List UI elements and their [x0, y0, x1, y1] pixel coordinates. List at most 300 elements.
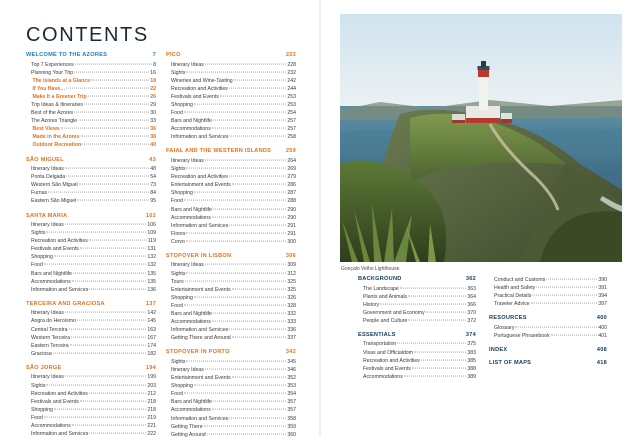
toc-entry-page: 309: [287, 262, 296, 269]
toc-entry[interactable]: [166, 278, 296, 286]
toc-entry[interactable]: [26, 253, 156, 261]
toc-leader-dots: [213, 313, 286, 314]
toc-entry[interactable]: [489, 284, 607, 292]
toc-entry[interactable]: [26, 61, 156, 69]
toc-entry[interactable]: [166, 294, 296, 302]
toc-entry[interactable]: [358, 373, 476, 381]
toc-section-lisbon: [166, 253, 296, 342]
toc-section-essentials: [358, 332, 476, 381]
toc-section-title: LIST OF MAPS: [489, 360, 532, 367]
toc-entry[interactable]: [26, 229, 156, 237]
toc-entry[interactable]: [26, 317, 156, 325]
toc-entry[interactable]: [358, 309, 476, 317]
toc-entry[interactable]: [26, 286, 156, 294]
toc-section-title: BACKGROUND: [358, 276, 402, 282]
toc-entry-label: Flores: [171, 230, 186, 237]
toc-entry-label: Best Views: [31, 126, 60, 133]
toc-entry[interactable]: [26, 342, 156, 350]
toc-entry[interactable]: [26, 221, 156, 229]
toc-entry-page: 73: [150, 182, 156, 189]
toc-entry-label: Glossary: [494, 324, 515, 331]
toc-entry-label: Traveler Advice: [494, 301, 530, 308]
toc-leader-dots: [89, 288, 146, 289]
toc-section-header-background[interactable]: [358, 276, 476, 282]
toc-section-terceira: [26, 301, 156, 358]
toc-entry-label: Information and Services: [171, 327, 229, 334]
toc-entry[interactable]: [26, 245, 156, 253]
toc-entry[interactable]: [26, 93, 156, 101]
toc-entry-page: 326: [287, 294, 296, 301]
toc-entry-label: Shopping: [171, 190, 193, 197]
toc-entry-label: Angra do Heroísmo: [31, 318, 76, 325]
toc-leader-dots: [184, 112, 287, 113]
toc-entry[interactable]: [358, 301, 476, 309]
toc-entry-page: 257: [287, 118, 296, 125]
toc-section-page: 408: [596, 347, 607, 354]
toc-entry[interactable]: [26, 414, 156, 422]
toc-entry[interactable]: [26, 373, 156, 381]
toc-entry[interactable]: [166, 366, 296, 374]
toc-entry[interactable]: [166, 382, 296, 390]
toc-entry-page: 221: [147, 422, 156, 429]
page-title: CONTENTS: [26, 24, 149, 46]
toc-entry[interactable]: [489, 276, 607, 284]
toc-entry-label: The Azores Triangle: [31, 118, 78, 125]
toc-entry[interactable]: [26, 109, 156, 117]
toc-entry[interactable]: [26, 270, 156, 278]
toc-entry-page: 136: [147, 286, 156, 293]
toc-section-essentials-cont: [489, 276, 607, 308]
toc-entry-label: Accommodations: [171, 407, 211, 414]
toc-entry-label: Itinerary Ideas: [31, 166, 64, 173]
toc-entry-page: 244: [287, 85, 296, 92]
toc-entry-label: Conduct and Customs: [494, 277, 546, 283]
toc-entry-page: 40: [150, 142, 156, 149]
toc-section-title: SANTA MARIA: [26, 212, 68, 219]
toc-entry-page: 325: [287, 278, 296, 285]
toc-section-page: 342: [285, 349, 296, 356]
toc-leader-dots: [536, 287, 597, 288]
toc-entry-label: Itinerary Ideas: [171, 262, 204, 269]
toc-entry-page: 401: [598, 332, 607, 339]
toc-entry-label: Recreation and Activities: [171, 85, 228, 92]
toc-entry[interactable]: [166, 157, 296, 165]
toc-leader-dots: [205, 160, 286, 161]
toc-entry[interactable]: [166, 77, 296, 85]
toc-leader-dots: [74, 112, 149, 113]
toc-entry-label: Government and Economy: [363, 309, 425, 316]
toc-entry-label: Shopping: [171, 101, 193, 108]
toc-leader-dots: [229, 176, 287, 177]
toc-entry[interactable]: [166, 302, 296, 310]
toc-entry[interactable]: [166, 69, 296, 77]
toc-leader-dots: [71, 336, 146, 337]
toc-section-header-index[interactable]: [489, 347, 607, 353]
toc-leader-dots: [232, 288, 287, 289]
toc-entry-page: 8: [153, 61, 156, 68]
toc-entry[interactable]: [26, 101, 156, 109]
toc-entry-label: Food: [171, 198, 183, 205]
toc-entry-page: 370: [467, 309, 476, 316]
toc-entry-label: Food: [31, 414, 43, 421]
toc-entry[interactable]: [26, 390, 156, 398]
toc-entry[interactable]: [26, 350, 156, 358]
toc-entry[interactable]: [166, 189, 296, 197]
toc-section-header-welcome[interactable]: [26, 52, 156, 58]
toc-entry-page: 145: [147, 318, 156, 325]
toc-entry[interactable]: [166, 431, 296, 439]
toc-section-page: 194: [145, 364, 156, 371]
toc-leader-dots: [232, 184, 287, 185]
toc-entry-label: The Islands at a Glance: [31, 77, 91, 84]
toc-entry[interactable]: [166, 85, 296, 93]
toc-entry-page: 290: [287, 206, 296, 213]
toc-leader-dots: [65, 168, 149, 169]
toc-entry-label: Furnas: [31, 190, 48, 197]
toc-entry[interactable]: [26, 197, 156, 205]
toc-section-header-pico[interactable]: [166, 52, 296, 58]
toc-entry[interactable]: [26, 398, 156, 406]
toc-entry-label: Accommodations: [171, 126, 211, 133]
toc-entry[interactable]: [166, 310, 296, 318]
toc-entry[interactable]: [26, 181, 156, 189]
toc-entry[interactable]: [358, 357, 476, 365]
toc-leader-dots: [44, 264, 147, 265]
toc-entry[interactable]: [26, 85, 156, 93]
toc-section-header-resources[interactable]: [489, 315, 607, 321]
toc-section-header-list-of-maps[interactable]: [489, 360, 607, 366]
toc-section-header-lisbon[interactable]: [166, 253, 296, 259]
toc-entry[interactable]: [358, 293, 476, 301]
toc-entry[interactable]: [166, 374, 296, 382]
toc-section-page: 418: [596, 360, 607, 367]
toc-leader-dots: [184, 305, 287, 306]
toc-entry[interactable]: [26, 334, 156, 342]
toc-entry[interactable]: [166, 214, 296, 222]
toc-leader-dots: [205, 369, 286, 370]
toc-entry-label: Plants and Animals: [363, 293, 408, 300]
toc-entry-label: Sights: [171, 69, 186, 76]
toc-entry-label: Information and Services: [31, 431, 89, 438]
toc-leader-dots: [232, 337, 287, 338]
toc-section-list-of-maps: [489, 360, 607, 366]
toc-section-faial: [166, 148, 296, 246]
toc-leader-dots: [46, 384, 146, 385]
toc-section-title: STOPOVER IN PORTO: [166, 349, 230, 356]
toc-entry-page: 199: [147, 374, 156, 381]
toc-entry-page: 352: [287, 375, 296, 382]
toc-section-header-faial[interactable]: [166, 148, 296, 154]
toc-section-sao-jorge: [26, 365, 156, 438]
toc-leader-dots: [82, 144, 149, 145]
toc-entry[interactable]: [26, 261, 156, 269]
toc-section-header-sao-miguel[interactable]: [26, 157, 156, 163]
toc-entry-label: Tours: [171, 278, 184, 285]
toc-entry-label: Eastern Terceira: [31, 342, 69, 349]
toc-entry[interactable]: [26, 125, 156, 133]
toc-leader-dots: [186, 240, 287, 241]
toc-entry[interactable]: [166, 230, 296, 238]
toc-entry[interactable]: [26, 69, 156, 77]
toc-entry[interactable]: [166, 406, 296, 414]
toc-entry[interactable]: [489, 332, 607, 340]
toc-entry[interactable]: [166, 286, 296, 294]
toc-leader-dots: [194, 192, 286, 193]
toc-leader-dots: [213, 401, 286, 402]
toc-entry-label: Festivals and Events: [31, 398, 79, 405]
toc-column-left: [26, 52, 156, 445]
toc-entry-label: Portuguese Phrasebook: [494, 332, 550, 339]
toc-entry[interactable]: [166, 270, 296, 278]
toc-entry-label: Shopping: [171, 294, 193, 301]
toc-leader-dots: [77, 200, 149, 201]
toc-entry-label: Recreation and Activities: [31, 238, 88, 245]
toc-entry[interactable]: [166, 415, 296, 423]
toc-entry[interactable]: [166, 390, 296, 398]
toc-entry-label: Food: [171, 391, 183, 398]
toc-entry-page: 33: [150, 118, 156, 125]
toc-entry[interactable]: [166, 117, 296, 125]
toc-leader-dots: [65, 376, 146, 377]
toc-section-welcome: [26, 52, 156, 150]
toc-entry[interactable]: [358, 365, 476, 373]
toc-leader-dots: [81, 136, 150, 137]
toc-entry-page: 385: [467, 357, 476, 364]
toc-leader-dots: [72, 425, 147, 426]
toc-section-header-terceira[interactable]: [26, 301, 156, 307]
toc-entry[interactable]: [166, 93, 296, 101]
toc-entry[interactable]: [358, 285, 476, 293]
toc-section-title: WELCOME TO THE AZORES: [26, 52, 108, 58]
toc-entry[interactable]: [489, 300, 607, 308]
toc-section-header-porto[interactable]: [166, 349, 296, 355]
toc-entry[interactable]: [166, 238, 296, 246]
toc-entry-label: Information and Services: [31, 286, 89, 293]
toc-entry-page: 279: [287, 174, 296, 181]
toc-section-title: FAIAL AND THE WESTERN ISLANDS: [166, 148, 272, 155]
toc-entry-page: 291: [287, 222, 296, 229]
toc-section-title: ESSENTIALS: [358, 331, 396, 338]
toc-entry[interactable]: [166, 133, 296, 141]
toc-entry[interactable]: [358, 317, 476, 325]
toc-entry[interactable]: [166, 101, 296, 109]
toc-leader-dots: [212, 128, 287, 129]
toc-entry[interactable]: [166, 206, 296, 214]
toc-entry[interactable]: [26, 326, 156, 334]
toc-entry-page: 390: [598, 277, 607, 283]
toc-entry-page: 372: [467, 317, 476, 324]
toc-section-title: SÃO MIGUEL: [26, 156, 64, 163]
toc-entry-label: Best of the Azores: [31, 110, 74, 117]
toc-entry-label: Accommodations: [171, 319, 211, 326]
toc-leader-dots: [213, 208, 286, 209]
toc-entry[interactable]: [166, 181, 296, 189]
toc-entry-label: Information and Services: [171, 222, 229, 229]
toc-entry-label: History: [363, 301, 380, 308]
toc-entry-page: 132: [147, 254, 156, 261]
toc-entry-page: 84: [150, 190, 156, 197]
toc-leader-dots: [205, 63, 286, 64]
toc-entry-page: 288: [287, 198, 296, 205]
toc-leader-dots: [65, 312, 146, 313]
toc-entry-label: Shopping: [31, 406, 53, 413]
toc-entry-label: Bars and Nightlife: [171, 206, 212, 213]
toc-entry[interactable]: [166, 326, 296, 334]
toc-entry-label: Bars and Nightlife: [31, 270, 72, 277]
toc-entry-label: Bars and Nightlife: [171, 118, 212, 125]
toc-entry-label: Ponta Delgada: [31, 174, 66, 181]
toc-leader-dots: [61, 128, 149, 129]
toc-entry-label: Central Terceira: [31, 326, 68, 333]
toc-entry-page: 242: [287, 77, 296, 84]
toc-entry[interactable]: [26, 133, 156, 141]
toc-entry-label: Food: [171, 110, 183, 117]
toc-entry[interactable]: [166, 423, 296, 431]
toc-entry-page: 264: [287, 157, 296, 164]
toc-entry-label: Festivals and Events: [171, 93, 219, 100]
toc-entry[interactable]: [26, 141, 156, 149]
toc-entry[interactable]: [26, 117, 156, 125]
toc-entry-label: Make It a Greener Trip: [31, 93, 87, 100]
toc-entry-label: Shopping: [171, 383, 193, 390]
toc-leader-dots: [77, 320, 146, 321]
toc-entry[interactable]: [166, 197, 296, 205]
toc-entry-page: 16: [150, 69, 156, 76]
toc-entry-page: 26: [150, 93, 156, 100]
toc-leader-dots: [551, 335, 598, 336]
toc-entry[interactable]: [26, 278, 156, 286]
toc-entry[interactable]: [26, 165, 156, 173]
toc-section-background: [358, 276, 476, 325]
toc-entry-page: 363: [467, 285, 476, 292]
toc-entry[interactable]: [166, 61, 296, 69]
toc-section-header-santa-maria[interactable]: [26, 213, 156, 219]
toc-entry[interactable]: [26, 406, 156, 414]
toc-entry[interactable]: [26, 237, 156, 245]
toc-entry-page: 254: [287, 110, 296, 117]
toc-section-header-sao-jorge[interactable]: [26, 365, 156, 371]
toc-leader-dots: [546, 279, 597, 280]
toc-section-porto: [166, 349, 296, 438]
toc-entry[interactable]: [26, 77, 156, 85]
toc-entry-label: Recreation and Activities: [363, 357, 420, 364]
toc-entry-label: Itinerary Ideas: [31, 222, 64, 228]
toc-entry-page: 38: [150, 134, 156, 141]
toc-entry-label: Sights: [31, 230, 46, 237]
toc-entry-label: Eastern São Miguel: [31, 198, 77, 205]
toc-entry[interactable]: [166, 222, 296, 230]
toc-entry-label: If You Have…: [31, 85, 66, 92]
toc-column-right-2: [489, 276, 607, 373]
toc-entry[interactable]: [26, 382, 156, 390]
toc-entry-page: 366: [467, 301, 476, 308]
toc-leader-dots: [404, 375, 467, 376]
toc-entry[interactable]: [489, 292, 607, 300]
toc-leader-dots: [88, 95, 150, 96]
toc-entry-label: Getting There: [171, 423, 203, 430]
toc-entry-page: 291: [287, 230, 296, 237]
lighthouse-photo: [340, 14, 622, 262]
toc-entry-page: 167: [147, 334, 156, 341]
toc-entry[interactable]: [26, 309, 156, 317]
toc-entry-page: 357: [287, 407, 296, 414]
toc-entry[interactable]: [166, 165, 296, 173]
toc-entry[interactable]: [26, 422, 156, 430]
toc-entry-page: 286: [287, 182, 296, 189]
toc-section-header-essentials[interactable]: [358, 332, 476, 338]
toc-leader-dots: [426, 311, 467, 312]
toc-leader-dots: [53, 352, 147, 353]
toc-leader-dots: [234, 79, 287, 80]
toc-entry-label: Recreation and Activities: [171, 174, 228, 181]
toc-leader-dots: [212, 321, 287, 322]
toc-entry[interactable]: [166, 318, 296, 326]
toc-entry-page: 346: [287, 367, 296, 373]
toc-entry[interactable]: [166, 109, 296, 117]
toc-entry-page: 29: [150, 101, 156, 108]
toc-leader-dots: [54, 408, 146, 409]
toc-leader-dots: [65, 224, 146, 225]
toc-entry[interactable]: [166, 334, 296, 342]
toc-entry[interactable]: [489, 324, 607, 332]
toc-leader-dots: [229, 136, 286, 137]
toc-entry[interactable]: [166, 261, 296, 269]
toc-entry-label: Information and Services: [171, 134, 229, 141]
toc-entry-label: Graciosa: [31, 350, 52, 357]
toc-entry-label: Getting There and Around: [171, 335, 231, 342]
toc-entry[interactable]: [166, 173, 296, 181]
toc-entry-page: 328: [287, 302, 296, 309]
toc-entry[interactable]: [166, 398, 296, 406]
toc-entry-page: 269: [287, 166, 296, 173]
toc-leader-dots: [531, 303, 598, 304]
toc-section-title: INDEX: [489, 347, 508, 354]
toc-entry-page: 106: [147, 222, 156, 228]
toc-leader-dots: [91, 79, 149, 80]
toc-entry-label: Festivals and Events: [363, 365, 411, 372]
toc-entry[interactable]: [26, 430, 156, 438]
toc-entry[interactable]: [26, 173, 156, 181]
toc-entry-label: Western Terceira: [31, 334, 71, 341]
toc-leader-dots: [75, 63, 152, 64]
toc-entry[interactable]: [166, 358, 296, 366]
toc-entry-page: 36: [150, 126, 156, 133]
toc-entry[interactable]: [358, 349, 476, 357]
toc-leader-dots: [232, 377, 287, 378]
toc-entry-page: 131: [147, 246, 156, 253]
toc-leader-dots: [80, 400, 146, 401]
toc-leader-dots: [69, 328, 147, 329]
toc-entry-label: Planning Your Trip: [31, 69, 74, 76]
toc-leader-dots: [204, 425, 287, 426]
toc-entry[interactable]: [26, 189, 156, 197]
toc-section-page: 137: [145, 300, 156, 307]
toc-leader-dots: [194, 104, 286, 105]
toc-entry-label: Festivals and Events: [31, 246, 79, 253]
toc-entry[interactable]: [358, 340, 476, 348]
photo-caption: Gonçalo Velho Lighthouse: [341, 266, 400, 272]
toc-entry[interactable]: [166, 125, 296, 133]
toc-entry-page: 336: [287, 327, 296, 334]
toc-entry-page: 218: [147, 406, 156, 413]
toc-leader-dots: [412, 367, 466, 368]
page-gutter: [319, 0, 321, 436]
toc-leader-dots: [186, 361, 286, 362]
toc-section-index: [489, 347, 607, 353]
toc-entry-page: 142: [147, 310, 156, 317]
toc-entry-page: 358: [287, 415, 296, 422]
toc-entry-label: Recreation and Activities: [31, 390, 88, 397]
